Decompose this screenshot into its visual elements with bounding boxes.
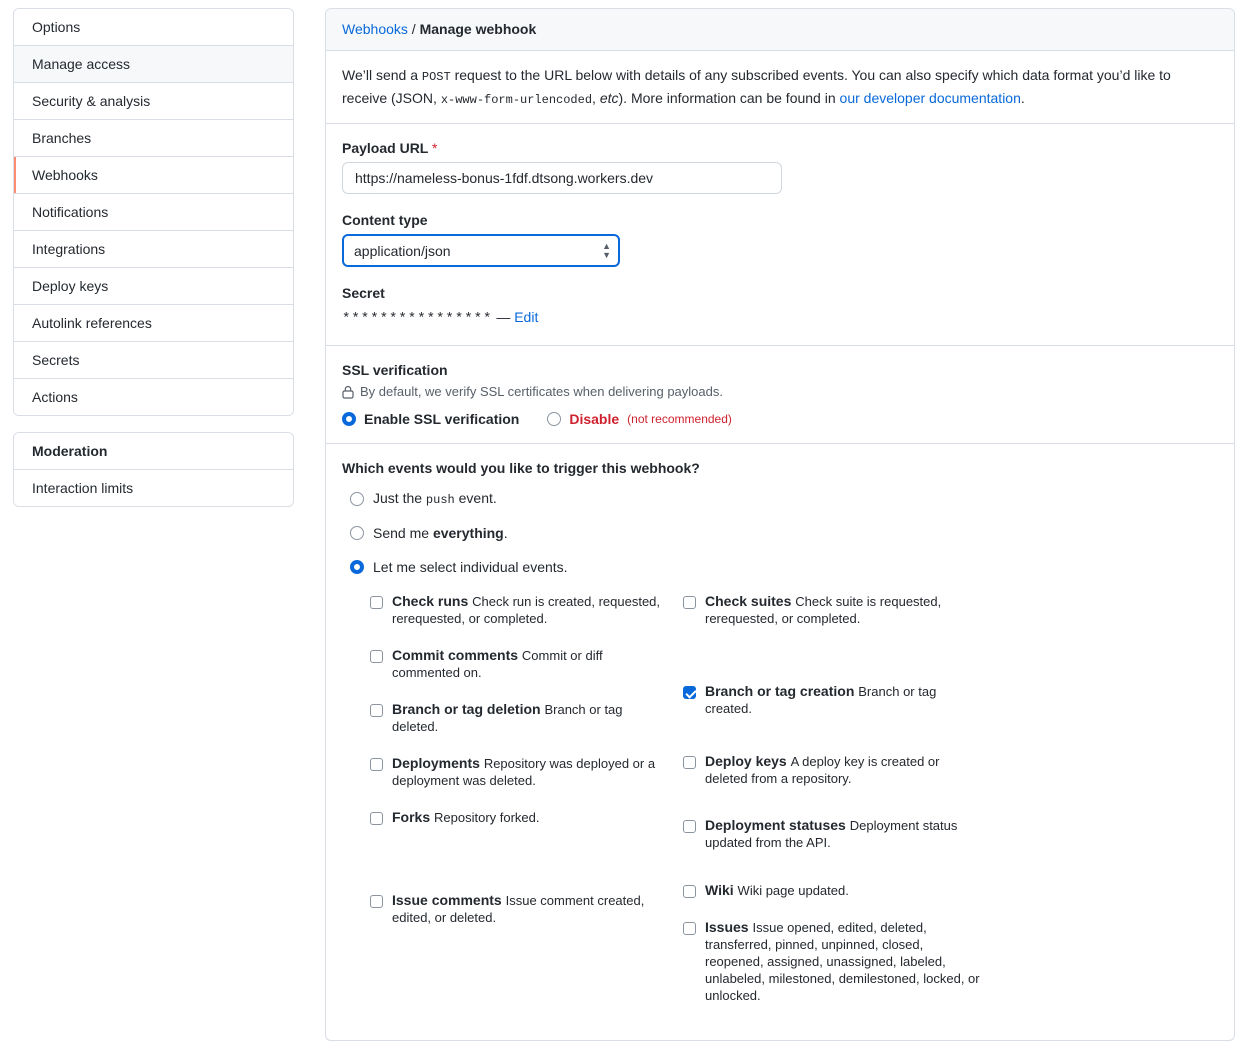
events-question: Which events would you like to trigger this webhook? — [342, 460, 700, 476]
event-desc: Issue comment created, edited, or deleted. — [392, 893, 645, 925]
sidebar-item-label: Notifications — [32, 204, 109, 220]
event-check-suites-body — [705, 593, 983, 627]
ssl-disable-radio[interactable] — [547, 412, 561, 426]
event-deploy-keys-body — [705, 753, 983, 787]
event-desc: Repository was deployed or a deployment was deleted. — [392, 756, 656, 788]
event-mode-push[interactable] — [350, 490, 1218, 507]
event-name: Issues — [705, 919, 749, 935]
sidebar-item-label: Actions — [32, 389, 78, 405]
event-mode-push-radio[interactable] — [350, 492, 364, 506]
sidebar-item-security-analysis[interactable] — [14, 83, 293, 120]
sidebar-item-label: Webhooks — [32, 167, 98, 183]
event-deploy-keys[interactable] — [683, 753, 1218, 787]
sidebar-item-label: Secrets — [32, 352, 80, 368]
event-wiki[interactable] — [683, 882, 1218, 899]
event-mode-individual-label: Let me select individual events. — [373, 559, 568, 575]
event-commit-comments-checkbox[interactable] — [370, 650, 383, 663]
event-commit-comments-body — [392, 647, 667, 681]
sidebar-item-webhooks[interactable] — [14, 157, 293, 194]
event-deployment-statuses[interactable] — [683, 817, 1218, 851]
sidebar-item-deploy-keys[interactable] — [14, 268, 293, 305]
intro-part3: , — [592, 90, 600, 106]
event-check-runs-checkbox[interactable] — [370, 596, 383, 609]
intro-text — [326, 51, 1234, 124]
event-mode-everything-radio[interactable] — [350, 526, 364, 540]
ssl-verification-section — [326, 346, 1234, 444]
sidebar-item-label: Security & analysis — [32, 93, 151, 109]
ssl-enable-option[interactable] — [342, 411, 519, 427]
event-branch-or-tag-creation[interactable] — [683, 683, 1218, 717]
event-branch-or-tag-deletion[interactable] — [370, 701, 683, 735]
event-issue-comments[interactable] — [370, 892, 683, 926]
intro-code-urlencoded: x-www-form-urlencoded — [440, 93, 593, 107]
event-deployments-body — [392, 755, 667, 789]
ssl-disable-note: (not recommended) — [627, 412, 732, 426]
event-desc: Check run is created, requested, rerequested, or completed. — [392, 594, 661, 626]
event-mode-everything-prefix: Send me — [373, 525, 433, 541]
secret-dash: — — [496, 309, 511, 325]
event-mode-individual[interactable] — [350, 559, 1218, 575]
event-deployments[interactable] — [370, 755, 683, 789]
event-deployment-statuses-body — [705, 817, 983, 851]
secret-label: Secret — [342, 285, 385, 301]
sidebar-heading-label: Moderation — [32, 443, 108, 459]
sidebar-item-options[interactable] — [14, 9, 293, 46]
event-check-suites[interactable] — [683, 593, 1218, 627]
event-desc: Commit or diff commented on. — [392, 648, 603, 680]
webhook-panel — [325, 8, 1235, 1041]
event-name: Issue comments — [392, 892, 502, 908]
breadcrumb-current: Manage webhook — [419, 21, 537, 37]
event-check-runs[interactable] — [370, 593, 683, 627]
event-forks[interactable] — [370, 809, 683, 826]
ssl-disable-option[interactable] — [547, 411, 732, 427]
event-commit-comments[interactable] — [370, 647, 683, 681]
sidebar-item-actions[interactable] — [14, 379, 293, 415]
event-mode-push-code: push — [425, 493, 455, 507]
event-forks-checkbox[interactable] — [370, 812, 383, 825]
event-deployments-checkbox[interactable] — [370, 758, 383, 771]
developer-documentation-link[interactable]: our developer documentation — [839, 90, 1021, 106]
sidebar-item-label: Options — [32, 19, 81, 35]
sidebar — [13, 8, 294, 507]
breadcrumb-link-webhooks[interactable]: Webhooks — [342, 21, 408, 37]
event-desc: Repository forked. — [434, 810, 540, 825]
event-mode-push-label — [373, 490, 497, 507]
secret-value-row — [342, 307, 1218, 329]
ssl-enable-label: Enable SSL verification — [364, 411, 520, 427]
webhook-config-section — [326, 124, 1234, 346]
ssl-note-text: By default, we verify SSL certificates when delivering payloads. — [360, 384, 723, 399]
sidebar-item-interaction-limits[interactable] — [14, 470, 293, 506]
event-name: Commit comments — [392, 647, 519, 663]
content-type-select[interactable] — [342, 234, 620, 267]
sidebar-item-label: Branches — [32, 130, 92, 146]
secret-edit-link[interactable]: Edit — [514, 309, 539, 325]
sidebar-item-label: Manage access — [32, 56, 131, 72]
event-issues-body — [705, 919, 983, 1004]
event-mode-everything-suffix: . — [503, 525, 508, 541]
sidebar-heading-moderation — [14, 433, 293, 470]
ssl-radio-group — [342, 411, 1218, 427]
event-desc: Deployment status updated from the API. — [705, 818, 958, 850]
intro-code-post: POST — [421, 70, 451, 84]
event-mode-individual-radio[interactable] — [350, 560, 364, 574]
event-name: Branch or tag creation — [705, 683, 855, 699]
sidebar-item-label: Deploy keys — [32, 278, 109, 294]
event-forks-body — [392, 809, 540, 826]
event-branch-or-tag-deletion-body — [392, 701, 667, 735]
lock-icon — [342, 385, 354, 399]
content-type-label: Content type — [342, 212, 428, 228]
events-column-left — [370, 593, 683, 1024]
events-column-right — [683, 593, 1218, 1024]
event-check-suites-checkbox[interactable] — [683, 596, 696, 609]
intro-part2: request to the URL below with details of any subscribed events. You can also specify which data format you’d like to receive (JSON, — [342, 67, 1171, 106]
sidebar-item-label: Integrations — [32, 241, 106, 257]
event-name: Check suites — [705, 593, 792, 609]
event-name: Check runs — [392, 593, 469, 609]
chevron-updown-icon: ▲ ▼ — [602, 240, 611, 260]
event-name: Deploy keys — [705, 753, 787, 769]
breadcrumb — [326, 9, 1234, 51]
sidebar-item-manage-access[interactable] — [14, 46, 293, 83]
event-mode-everything-label — [373, 525, 508, 541]
sidebar-item-notifications[interactable] — [14, 194, 293, 231]
events-checkbox-grid — [370, 593, 1218, 1024]
sidebar-nav — [13, 8, 294, 416]
event-desc: Branch or tag deleted. — [392, 702, 623, 734]
event-mode-push-prefix: Just the — [373, 490, 426, 506]
breadcrumb-separator: / — [411, 21, 416, 37]
secret-masked-value: **************** — [342, 311, 493, 327]
event-desc: Branch or tag created. — [705, 684, 937, 716]
sidebar-item-secrets[interactable] — [14, 342, 293, 379]
event-desc: A deploy key is created or deleted from a repository. — [705, 754, 940, 786]
event-name: Forks — [392, 809, 431, 825]
event-name: Branch or tag deletion — [392, 701, 541, 717]
sidebar-item-label: Autolink references — [32, 315, 152, 331]
required-asterisk: * — [432, 140, 438, 156]
event-issues[interactable] — [683, 919, 1218, 1004]
ssl-disable-label: Disable — [569, 411, 620, 427]
intro-part5: . — [1020, 90, 1025, 106]
event-check-runs-body — [392, 593, 667, 627]
event-branch-or-tag-creation-checkbox[interactable] — [683, 686, 696, 699]
event-desc: Wiki page updated. — [737, 883, 849, 898]
event-mode-push-suffix: event. — [454, 490, 497, 506]
sidebar-item-label: Interaction limits — [32, 480, 134, 496]
event-deployment-statuses-checkbox[interactable] — [683, 820, 696, 833]
event-branch-or-tag-deletion-checkbox[interactable] — [370, 704, 383, 717]
payload-url-label — [342, 140, 1218, 156]
ssl-note — [342, 384, 1218, 399]
event-name: Wiki — [705, 882, 734, 898]
event-branch-or-tag-creation-body — [705, 683, 983, 717]
intro-part1: We’ll send a — [342, 67, 422, 83]
sidebar-item-autolink-references[interactable] — [14, 305, 293, 342]
event-desc: Check suite is requested, rerequested, or completed. — [705, 594, 942, 626]
event-issue-comments-checkbox[interactable] — [370, 895, 383, 908]
event-mode-everything-bold: everything — [432, 525, 504, 541]
payload-url-input[interactable] — [342, 162, 782, 194]
payload-url-label-text: Payload URL — [342, 140, 429, 156]
events-section — [326, 444, 1234, 1040]
event-deploy-keys-checkbox[interactable] — [683, 756, 696, 769]
event-name: Deployments — [392, 755, 480, 771]
event-issue-comments-body — [392, 892, 667, 926]
sidebar-item-branches[interactable] — [14, 120, 293, 157]
ssl-enable-radio[interactable] — [342, 412, 356, 426]
sidebar-item-integrations[interactable] — [14, 231, 293, 268]
event-name: Deployment statuses — [705, 817, 846, 833]
content-type-select-wrap — [342, 234, 620, 267]
event-mode-everything[interactable] — [350, 525, 1218, 541]
event-issues-checkbox[interactable] — [683, 922, 696, 935]
event-wiki-checkbox[interactable] — [683, 885, 696, 898]
intro-italic-etc: etc — [599, 90, 619, 106]
intro-part4: ). More information can be found in — [618, 90, 840, 106]
sidebar-moderation-nav — [13, 432, 294, 507]
ssl-verification-title: SSL verification — [342, 362, 448, 378]
event-desc: Issue opened, edited, deleted, transferred, pinned, unpinned, closed, reopened, assigned, unassigned, labeled, unlabeled, milestoned, demilestoned, locked, or unlocked. — [705, 920, 980, 1003]
event-wiki-body — [705, 882, 849, 899]
